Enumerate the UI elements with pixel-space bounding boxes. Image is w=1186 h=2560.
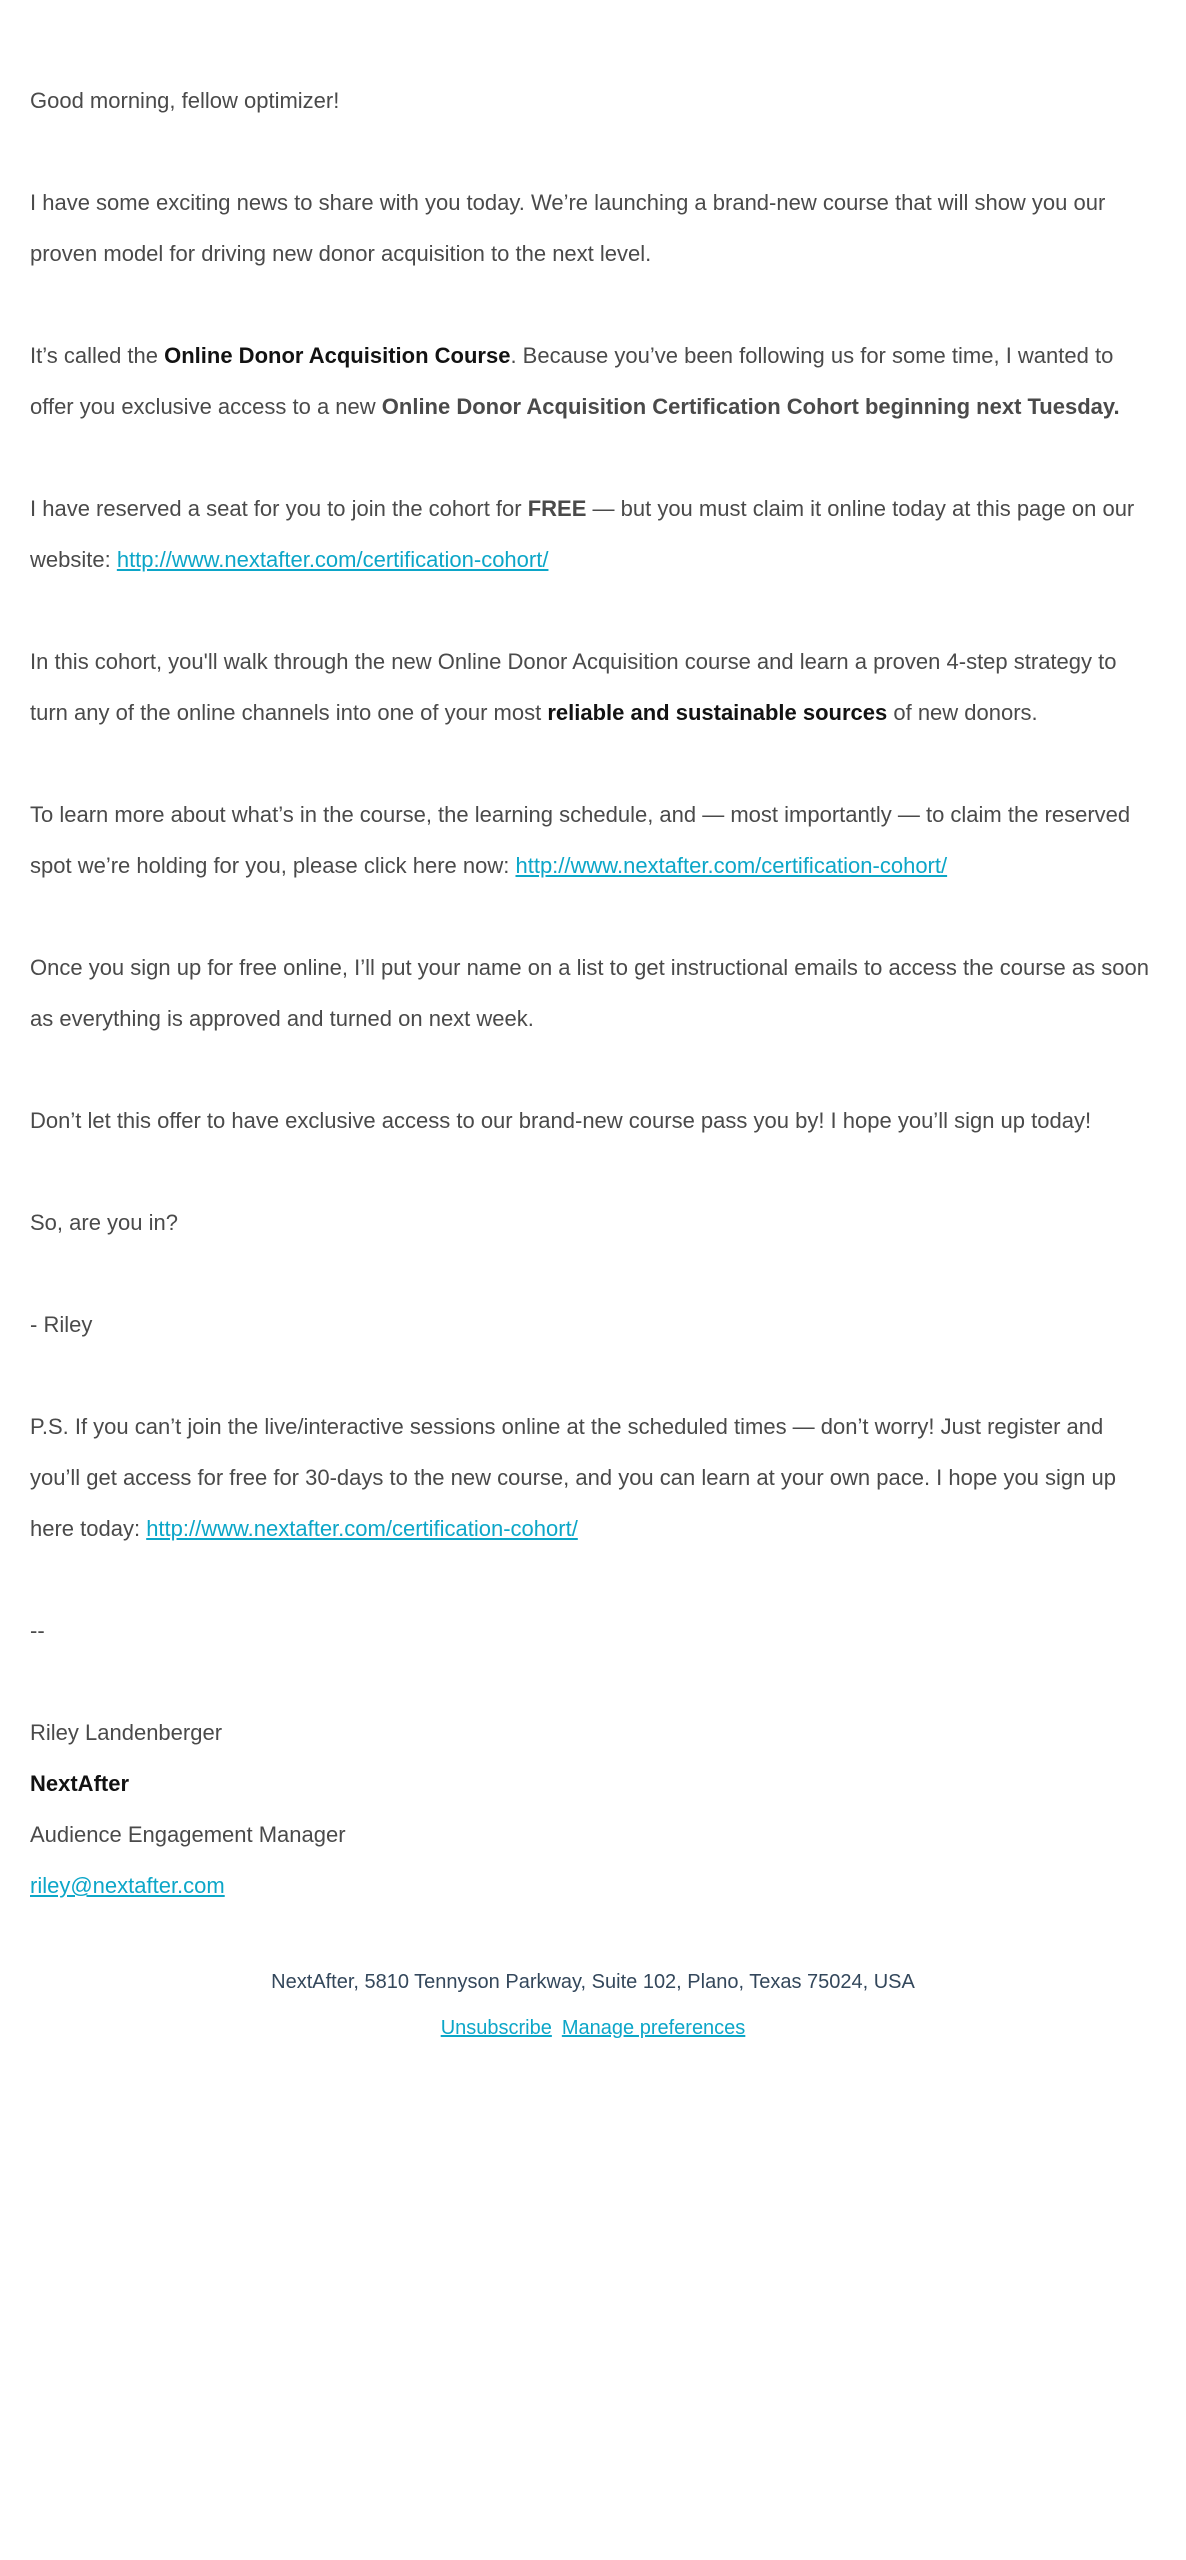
signature-name: Riley Landenberger — [30, 1720, 223, 1745]
reserved-seat-paragraph — [30, 483, 1156, 585]
text-run: I have reserved a seat for you to join the cohort for — [30, 496, 528, 521]
text-run: - Riley — [30, 1312, 93, 1337]
bold-text-run: reliable and sustainable sources — [547, 700, 888, 725]
bold-text-run: Online Donor Acquisition Certification Cohort beginning next Tuesday. — [381, 394, 1120, 419]
footer-address: NextAfter, 5810 Tennyson Parkway, Suite 102, Plano, Texas 75024, USA — [271, 1971, 915, 1993]
signature-divider — [30, 1605, 1156, 1656]
unsubscribe-link[interactable]: Unsubscribe — [440, 2017, 552, 2039]
greeting-paragraph — [30, 75, 1156, 126]
text-run: Good morning, fellow optimizer! — [30, 88, 340, 113]
course-announcement-paragraph — [30, 330, 1156, 432]
signature-block — [30, 1707, 1156, 1911]
signature-title: Audience Engagement Manager — [30, 1822, 346, 1847]
text-run: To learn more about what’s in the course, the learning schedule, and — most importantly — to claim the reserved spot we’re holding for you, please click here now: — [30, 802, 1131, 878]
footer-links — [30, 2005, 1156, 2051]
text-run: So, are you in? — [30, 1210, 178, 1235]
learn-more-paragraph — [30, 789, 1156, 891]
urgency-paragraph — [30, 1095, 1156, 1146]
text-run: -- — [30, 1618, 45, 1643]
text-run: P.S. If you can’t join the live/interactive sessions online at the scheduled times — don’t worry! Just register and you’ll get access for free for 30-days to the new course, and you can learn at your own pace. I hope you sign up here today: — [30, 1414, 1116, 1541]
sign-up-instructions-paragraph — [30, 942, 1156, 1044]
signature-email-link[interactable]: riley@nextafter.com — [30, 1873, 225, 1898]
certification-cohort-link-3[interactable]: http://www.nextafter.com/certification-cohort/ — [146, 1516, 578, 1541]
bold-text-run: Online Donor Acquisition Course — [164, 343, 511, 368]
certification-cohort-link-2[interactable]: http://www.nextafter.com/certification-cohort/ — [515, 853, 948, 878]
bold-text-run: FREE — [527, 496, 587, 521]
email-content — [30, 75, 1156, 1656]
text-run: . Because you’ve been following us for some time, I wanted to offer you exclusive access to a new — [30, 343, 1114, 419]
text-run: Don’t let this offer to have exclusive access to our brand-new course pass you by! I hope you’ll sign up today! — [30, 1108, 1092, 1133]
text-run: — but you must claim it online today at this page on our website: — [30, 496, 1135, 572]
text-run: It’s called the — [30, 343, 165, 368]
postscript-paragraph — [30, 1401, 1156, 1554]
text-run: of new donors. — [887, 700, 1038, 725]
text-run: Once you sign up for free online, I’ll put your name on a list to get instructional emails to access the course as soon as everything is approved and turned on next week. — [30, 955, 1149, 1031]
text-run: In this cohort, you'll walk through the new Online Donor Acquisition course and learn a proven 4-step strategy to turn any of the online channels into one of your most — [30, 649, 1117, 725]
sign-off-paragraph — [30, 1299, 1156, 1350]
intro-paragraph — [30, 177, 1156, 279]
email-footer — [30, 1959, 1156, 2051]
manage-preferences-link[interactable]: Manage preferences — [561, 2017, 746, 2039]
signature-company: NextAfter — [30, 1771, 130, 1796]
text-run: I have some exciting news to share with you today. We’re launching a brand-new course that will show you our proven model for driving new donor acquisition to the next level. — [30, 190, 1106, 266]
question-paragraph — [30, 1197, 1156, 1248]
cohort-description-paragraph — [30, 636, 1156, 738]
certification-cohort-link-1[interactable]: http://www.nextafter.com/certification-cohort/ — [116, 547, 549, 572]
